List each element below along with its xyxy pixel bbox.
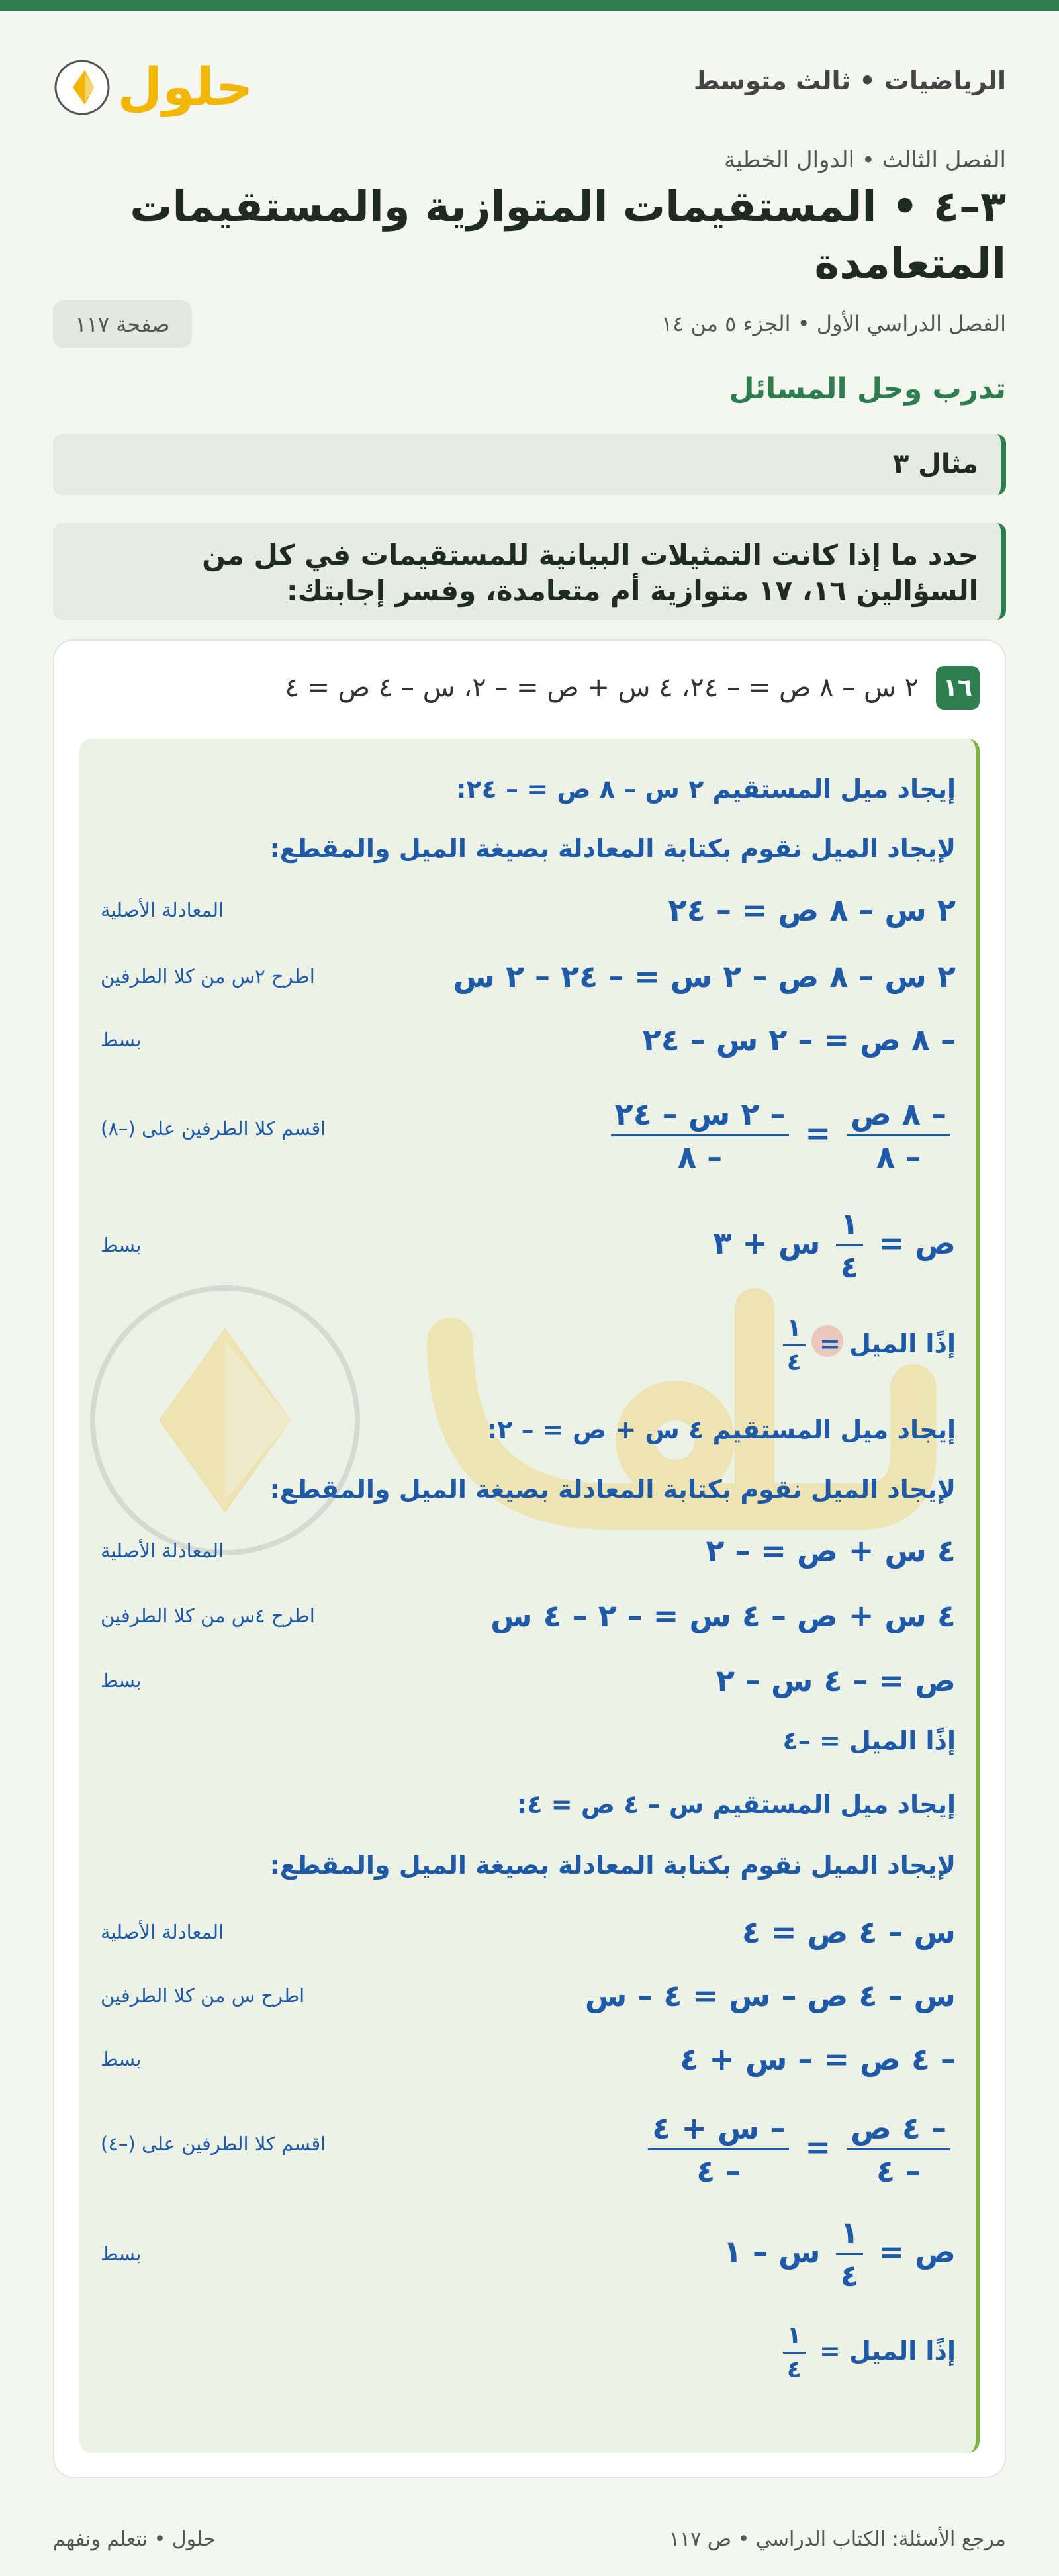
line1-step-3: – ٨ ص = – ٢ س – ٢٤: [642, 1022, 956, 1058]
line1-slope: إذًا الميل = $\frac{١}{٤}$: [778, 1314, 956, 1376]
line1-step-5-note: بسط: [101, 1234, 142, 1256]
top-accent-bar: [0, 0, 1059, 11]
line1-slope-result: $\frac{١}{٤}$: [783, 1314, 806, 1376]
line3-rhs-fraction: $\frac{\text{– س + ٤}}{- ٤}$: [648, 2110, 789, 2189]
line2-method: لإيجاد الميل نقوم بكتابة المعادلة بصيغة الميل والمقطع:: [269, 1475, 956, 1504]
line1-step-2: ٢ س – ٨ ص – ٢ س = – ٢٤ – ٢ س: [453, 958, 956, 994]
footer-brand[interactable]: حلول • نتعلم ونفهم: [53, 2528, 216, 2551]
line1-step-4-note: اقسم كلا الطرفين على (–٨): [101, 1117, 326, 1140]
footer-reference: مرجع الأسئلة: الكتاب الدراسي • ص ١١٧: [668, 2528, 1006, 2551]
line1-method: لإيجاد الميل نقوم بكتابة المعادلة بصيغة الميل والمقطع:: [269, 834, 956, 863]
question-text: حدد ما إذا كانت التمثيلات البيانية للمستقيمات في كل من السؤالين ١٦، ١٧ متوازية أم متعامدة، وفسر إجابتك:: [202, 539, 978, 607]
line3-step-2-note: اطرح س من كلا الطرفين: [101, 1984, 305, 2007]
line2-step-1-note: المعادلة الأصلية: [101, 1540, 224, 1562]
example-label: مثال ٣: [892, 449, 978, 479]
solution-panel: [79, 739, 980, 2453]
logo-wordmark: حلول: [117, 58, 253, 117]
line3-method: لإيجاد الميل نقوم بكتابة المعادلة بصيغة الميل والمقطع:: [269, 1851, 956, 1880]
line1-lhs-fraction: $\frac{\text{– ٨ ص}}{- ٨}$: [847, 1096, 950, 1175]
line3-step-1: س – ٤ ص = ٤: [741, 1914, 956, 1950]
subject-breadcrumb[interactable]: الرياضيات • ثالث متوسط: [693, 66, 1006, 95]
line3-step-4-note: اقسم كلا الطرفين على (–٤): [101, 2133, 326, 2155]
line1-step-1: ٢ س – ٨ ص = – ٢٤: [668, 892, 956, 928]
chapter-breadcrumb[interactable]: الفصل الثالث • الدوال الخطية: [723, 147, 1006, 173]
line3-slope-result: $\frac{١}{٤}$: [783, 2322, 806, 2383]
line2-heading: إيجاد ميل المستقيم ٤ س + ص = – ٢:: [487, 1415, 956, 1444]
lesson-title: ٣–٤ • المستقيمات المتوازية والمستقيمات المتعامدة: [130, 183, 1006, 289]
line2-step-1: ٤ س + ص = – ٢: [706, 1533, 956, 1569]
line1-heading: إيجاد ميل المستقيم ٢ س – ٨ ص = – ٢٤:: [456, 774, 956, 804]
line3-slope-fraction: $\frac{١}{٤}$: [836, 2215, 862, 2293]
line2-step-2-note: اطرح ٤س من كلا الطرفين: [101, 1604, 315, 1627]
line2-slope: إذًا الميل = –٤: [782, 1726, 956, 1755]
line1-slope-fraction: $\frac{١}{٤}$: [836, 1206, 862, 1285]
line3-step-4: $\frac{\text{– ٤ ص}}{- ٤}$ = $\frac{\text{– س + ٤}}{- ٤}$: [643, 2110, 956, 2189]
line3-heading: إيجاد ميل المستقيم س – ٤ ص = ٤:: [517, 1790, 956, 1819]
line2-step-3-note: بسط: [101, 1669, 142, 1692]
line3-step-5-note: بسط: [101, 2242, 142, 2265]
line1-step-4: $\frac{\text{– ٨ ص}}{- ٨}$ = $\frac{\text{– ٢ س – ٢٤}}{- ٨}$: [606, 1096, 956, 1175]
page-badge: صفحة ١١٧: [53, 300, 192, 348]
line3-step-3-note: بسط: [101, 2048, 142, 2070]
line2-step-3: ص = – ٤ س – ٢: [715, 1663, 956, 1698]
line3-slope: إذًا الميل = $\frac{١}{٤}$: [778, 2322, 956, 2383]
line3-lhs-fraction: $\frac{\text{– ٤ ص}}{- ٤}$: [847, 2110, 950, 2189]
line1-rhs-fraction: $\frac{\text{– ٢ س – ٢٤}}{- ٨}$: [611, 1096, 790, 1175]
problem-number-badge: ١٦: [936, 666, 980, 710]
example-banner: [53, 434, 1006, 495]
line3-step-1-note: المعادلة الأصلية: [101, 1921, 224, 1943]
line3-step-3: – ٤ ص = – س + ٤: [680, 2041, 956, 2077]
hulul-logo[interactable]: [53, 46, 253, 126]
site-header: [53, 46, 1006, 126]
line1-step-3-note: بسط: [101, 1029, 142, 1051]
problem-card: [53, 639, 1006, 2478]
question-box: [53, 523, 1006, 620]
section-title: تدرب وحل المسائل: [729, 372, 1006, 406]
line1-step-1-note: المعادلة الأصلية: [101, 899, 224, 921]
line2-step-2: ٤ س + ص – ٤ س = – ٢ – ٤ س: [490, 1598, 956, 1633]
line1-step-2-note: اطرح ٢س من كلا الطرفين: [101, 965, 315, 988]
line1-step-5: ص = $\frac{١}{٤}$ س + ٣: [713, 1206, 956, 1285]
lesson-part-info: الفصل الدراسي الأول • الجزء ٥ من ١٤: [661, 311, 1006, 336]
line3-step-5: ص = $\frac{١}{٤}$ س – ١: [723, 2215, 956, 2293]
problem-equations: ٢ س – ٨ ص = – ٢٤، ٤ س + ص = – ٢، س – ٤ ص = ٤: [285, 672, 919, 703]
line3-step-2: س – ٤ ص – س = ٤ – س: [584, 1978, 956, 2013]
